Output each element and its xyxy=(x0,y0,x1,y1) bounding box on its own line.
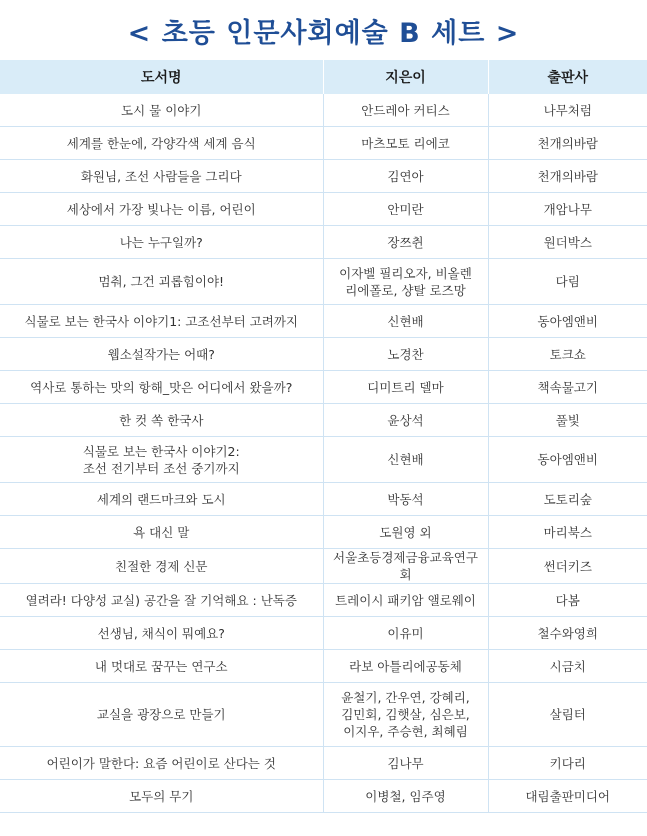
book-publisher: 개암나무 xyxy=(488,193,647,226)
book-author-line: 안미란 xyxy=(387,201,424,217)
book-title-line: 욕 대신 말 xyxy=(133,524,190,540)
book-author-line: 노경찬 xyxy=(387,346,424,362)
table-row xyxy=(0,404,647,437)
book-title-line: 식물로 보는 한국사 이야기1: 고조선부터 고려까지 xyxy=(24,313,299,329)
book-publisher: 다림 xyxy=(488,259,647,305)
book-author xyxy=(323,747,488,780)
table-row xyxy=(0,780,647,813)
book-author xyxy=(323,780,488,813)
header-title: 도서명 xyxy=(0,60,323,94)
book-author-line: 안드레아 커티스 xyxy=(361,102,450,118)
book-author xyxy=(323,226,488,259)
book-publisher: 토크쇼 xyxy=(488,338,647,371)
book-title-line: 화원님, 조선 사람들을 그리다 xyxy=(80,168,242,184)
table-row xyxy=(0,226,647,259)
table-row xyxy=(0,371,647,404)
table-row xyxy=(0,305,647,338)
book-author-line: 도원영 외 xyxy=(379,524,432,540)
book-author xyxy=(323,259,488,305)
table-row xyxy=(0,747,647,780)
book-publisher: 도토리숲 xyxy=(488,483,647,516)
book-author xyxy=(323,516,488,549)
table-row xyxy=(0,94,647,127)
book-author-line: 신현배 xyxy=(387,452,424,467)
book-publisher: 썬더키즈 xyxy=(488,549,647,584)
book-author-line: 트레이시 패키암 앨로웨이 xyxy=(335,592,476,608)
book-title xyxy=(0,338,323,371)
book-author-line: 리에폴로, 샹탈 로즈망 xyxy=(345,282,466,298)
table-row xyxy=(0,193,647,226)
table-row xyxy=(0,160,647,193)
table-row xyxy=(0,584,647,617)
book-author xyxy=(323,549,488,584)
book-title-line: 세계를 한눈에, 각양각색 세계 음식 xyxy=(66,135,256,151)
book-publisher: 마리북스 xyxy=(488,516,647,549)
book-title xyxy=(0,259,323,305)
book-title xyxy=(0,371,323,404)
book-title xyxy=(0,650,323,683)
book-title-line: 세상에서 가장 빛나는 이름, 어린이 xyxy=(66,201,256,217)
table-row xyxy=(0,259,647,305)
book-title xyxy=(0,127,323,160)
book-author xyxy=(323,617,488,650)
table-row xyxy=(0,549,647,584)
book-title-line: 친절한 경제 신문 xyxy=(115,558,208,574)
header-author: 지은이 xyxy=(323,60,488,94)
book-publisher: 책속물고기 xyxy=(488,371,647,404)
table-body xyxy=(0,94,647,813)
book-author-line: 이자벨 필리오자, 비올렌 xyxy=(339,265,472,281)
book-author xyxy=(323,483,488,516)
book-title-line: 교실을 광장으로 만들기 xyxy=(96,707,226,722)
book-author-line: 이지우, 주승현, 최혜림 xyxy=(343,724,468,739)
book-publisher: 시금치 xyxy=(488,650,647,683)
book-title xyxy=(0,549,323,584)
book-author xyxy=(323,193,488,226)
book-author-line: 디미트리 델마 xyxy=(367,379,444,395)
book-publisher: 다봄 xyxy=(488,584,647,617)
book-title-line: 식물로 보는 한국사 이야기2: xyxy=(82,443,240,459)
book-author-line: 이병철, 임주영 xyxy=(365,788,446,804)
book-author xyxy=(323,338,488,371)
book-author xyxy=(323,437,488,483)
book-author-line: 이유미 xyxy=(387,625,424,641)
book-title-line: 선생님, 채식이 뭐예요? xyxy=(97,625,225,641)
book-publisher: 동아엠앤비 xyxy=(488,437,647,483)
book-title xyxy=(0,516,323,549)
book-author-line: 라보 아틀리에공동체 xyxy=(349,658,462,674)
book-title-line: 나는 누구일까? xyxy=(119,234,203,250)
book-author-line: 김나무 xyxy=(387,755,424,771)
book-title-line: 어린이가 말한다: 요즘 어린이로 산다는 것 xyxy=(46,755,276,771)
book-title xyxy=(0,683,323,747)
book-publisher: 동아엠앤비 xyxy=(488,305,647,338)
book-author-line: 장쯔췬 xyxy=(387,234,424,250)
book-title xyxy=(0,160,323,193)
book-author-line: 서울초등경제금융교육연구회 xyxy=(333,550,478,582)
book-publisher: 원더박스 xyxy=(488,226,647,259)
table-row xyxy=(0,516,647,549)
book-author xyxy=(323,584,488,617)
book-title-line: 조선 전기부터 조선 중기까지 xyxy=(82,460,240,476)
book-title-line: 한 컷 쏙 한국사 xyxy=(119,412,204,428)
book-title xyxy=(0,226,323,259)
book-author-line: 김민회, 김햇살, 심은보, xyxy=(341,707,470,722)
book-title-line: 열려라! 다양성 교실) 공간을 잘 기억해요 : 난독증 xyxy=(25,592,297,608)
book-author xyxy=(323,371,488,404)
book-author xyxy=(323,160,488,193)
book-publisher: 살림터 xyxy=(488,683,647,747)
book-title xyxy=(0,617,323,650)
book-title xyxy=(0,747,323,780)
table-row xyxy=(0,338,647,371)
book-publisher: 천개의바람 xyxy=(488,127,647,160)
book-author-line: 윤상석 xyxy=(387,412,424,428)
book-author-line: 신현배 xyxy=(387,313,424,329)
book-author xyxy=(323,650,488,683)
table-header-row xyxy=(0,60,647,94)
book-publisher: 풀빛 xyxy=(488,404,647,437)
book-author-line: 윤철기, 간우연, 강혜리, xyxy=(341,690,470,705)
table-row xyxy=(0,617,647,650)
book-title xyxy=(0,483,323,516)
book-title xyxy=(0,780,323,813)
book-author xyxy=(323,683,488,747)
book-title-line: 도시 물 이야기 xyxy=(121,102,202,118)
table-row xyxy=(0,650,647,683)
book-title-line: 멈춰, 그건 괴롭힘이야! xyxy=(98,274,225,289)
book-author-line: 박동석 xyxy=(387,491,424,507)
book-author xyxy=(323,404,488,437)
book-table xyxy=(0,60,647,813)
book-author-line: 김연아 xyxy=(387,168,424,184)
book-publisher: 키다리 xyxy=(488,747,647,780)
table-row xyxy=(0,437,647,483)
book-title xyxy=(0,305,323,338)
table-row xyxy=(0,483,647,516)
book-title xyxy=(0,193,323,226)
book-publisher: 천개의바람 xyxy=(488,160,647,193)
table-row xyxy=(0,683,647,747)
book-title xyxy=(0,437,323,483)
header-publisher: 출판사 xyxy=(488,60,647,94)
book-publisher: 나무처럼 xyxy=(488,94,647,127)
book-title-line: 역사로 통하는 맛의 항해_맛은 어디에서 왔을까? xyxy=(30,379,293,395)
book-title xyxy=(0,584,323,617)
book-title xyxy=(0,94,323,127)
book-title-line: 내 멋대로 꿈꾸는 연구소 xyxy=(94,658,228,674)
table-row xyxy=(0,127,647,160)
book-author-line: 마츠모토 리에코 xyxy=(361,135,450,151)
book-author xyxy=(323,127,488,160)
book-author xyxy=(323,305,488,338)
book-publisher: 대림출판미디어 xyxy=(488,780,647,813)
book-title-line: 세계의 랜드마크와 도시 xyxy=(96,491,226,507)
book-title-line: 웹소설작가는 어때? xyxy=(107,346,215,362)
book-publisher: 철수와영희 xyxy=(488,617,647,650)
page-title: < 초등 인문사회예술 B 세트 > xyxy=(127,17,520,49)
book-title-line: 모두의 무기 xyxy=(129,788,194,804)
book-author xyxy=(323,94,488,127)
book-title xyxy=(0,404,323,437)
